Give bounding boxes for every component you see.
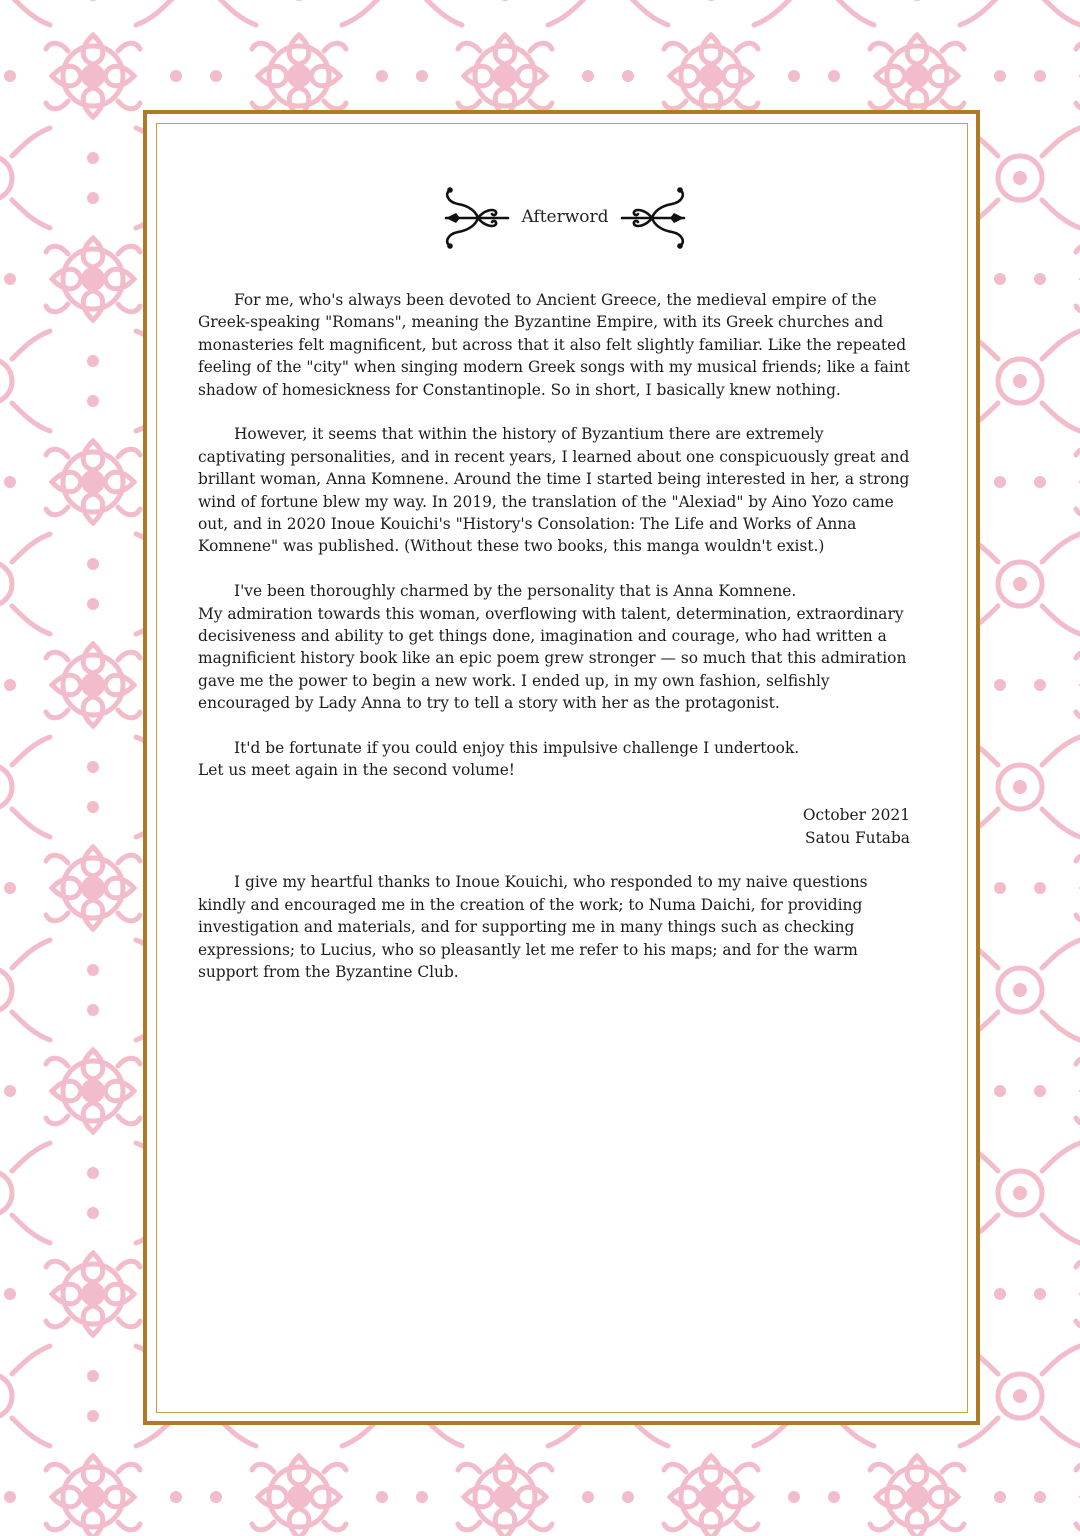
paragraph-acknowledgements: I give my heartful thanks to Inoue Kouichi, who responded to my naive questions kindly and encouraged me in the creation of the work; to Numa Daichi, for providing investigation and materials, and for supporting me in many things such as checking expressions; to Lucius, who so pleasantly let me refer to his maps; and for the warm support from the Byzantine Club. <box>198 873 868 982</box>
paragraph-anna-komnene-rest: My admiration towards this woman, overflowing with talent, determination, extraordinary decisiveness and ability to get things done, imagination and courage, who had written a magnificient history book like an epic poem grew stronger — so much that this admiration gave me the power to begin a new work. I ended up, in my own fashion, selfishly encouraged by Lady Anna to try to tell a story with her as the protagonist. <box>198 604 907 713</box>
flourish-left-icon <box>440 182 512 254</box>
paragraph-greece: For me, who's always been devoted to Ancient Greece, the medieval empire of the Greek-speaking "Romans", meaning the Byzantine Empire, with its Greek churches and monasteries felt magnificent, but across that it also felt slightly familiar. Like the repeated feeling of the "city" when singing modern Greek songs with my musical friends; like a faint shadow of homesickness for Constantinople. So in short, I basically knew nothing. <box>198 291 910 399</box>
signature-author: Satou Futaba <box>805 828 910 847</box>
flourish-right-icon <box>618 182 690 254</box>
paragraph-closing-line1: It'd be fortunate if you could enjoy this impulsive challenge I undertook. <box>234 739 800 758</box>
paragraph-closing <box>198 737 910 782</box>
afterword-heading <box>440 182 690 254</box>
paragraph-anna-komnene <box>198 580 910 714</box>
signature-block <box>198 804 910 849</box>
signature-date: October 2021 <box>802 806 910 825</box>
page-title: Afterword <box>521 207 609 227</box>
paragraph-byzantium: However, it seems that within the history of Byzantium there are extremely captivating personalities, and in recent years, I learned about one conspicuously great and brillant woman, Anna Komnene. Around the time I started being interested in her, a strong wind of fortune blew my way. In 2019, the translation of the "Alexiad" by Aino Yozo came out, and in 2020 Inoue Kouichi's "History's Consolation: The Life and Works of Anna Komnene" was published. (Without these two books, this manga wouldn't exist.) <box>198 425 910 556</box>
afterword-body <box>198 289 910 1006</box>
paragraph-anna-komnene-line1: I've been thoroughly charmed by the personality that is Anna Komnene. <box>234 582 797 601</box>
paragraph-closing-line2: Let us meet again in the second volume! <box>198 761 515 780</box>
